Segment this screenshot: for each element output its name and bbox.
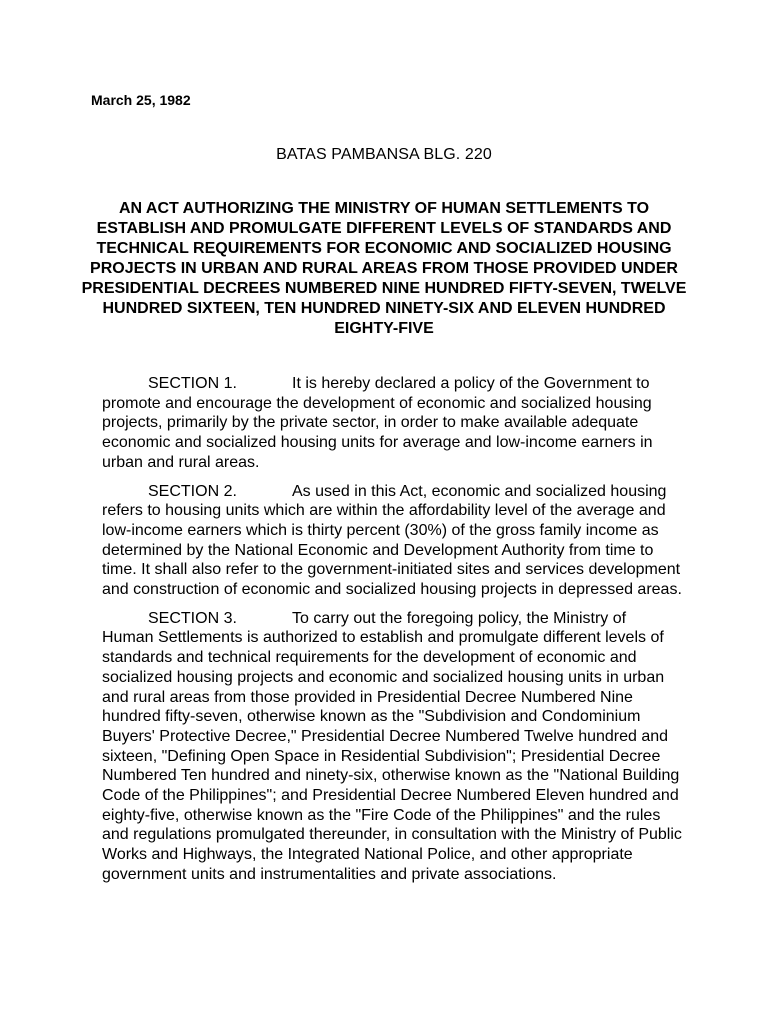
document-number: BATAS PAMBANSA BLG. 220	[276, 146, 492, 163]
section-1-text: It is hereby declared a policy of the Government to promote and encourage the development of economic and socialized housing projects, primarily by the private sector, in order to make available adequate economic and socialized housing units for average and low-income earners in urban and rural areas.	[102, 375, 653, 471]
document-date: March 25, 1982	[91, 92, 191, 108]
section-3-text: To carry out the foregoing policy, the Ministry of Human Settlements is authorized to establish and promulgate different levels of standards and technical requirements for the development of economic and socialized housing projects and economic and socialized housing units in urban and rural areas from those provided in Presidential Decree Numbered Nine hundred fifty-seven, otherwise known as the "Subdivision and Condominium Buyers' Protective Decree," Presidential Decree Numbered Twelve hundred and sixteen, "Defining Open Space in Residential Subdivision"; Presidential Decree Numbered Ten hundred and ninety-six, otherwise known as the "National Building Code of the Philippines"; and Presidential Decree Numbered Eleven hundred and eighty-five, otherwise known as the "Fire Code of the Philippines" and the rules and regulations promulgated thereunder, in consultation with the Ministry of Public Works and Highways, the Integrated National Police, and other appropriate government units and instrumentalities and private associations.	[102, 609, 682, 883]
section-3	[102, 609, 682, 885]
section-2	[102, 482, 682, 600]
section-1-label: SECTION 1.	[148, 375, 237, 392]
section-2-text: As used in this Act, economic and socialized housing refers to housing units which are within the affordability level of the average and low-income earners which is thirty percent (30%) of the gross family income as determined by the National Economic and Development Authority from time to time. It shall also refer to the government-initiated sites and services development and construction of economic and socialized housing projects in depressed areas.	[102, 482, 682, 599]
act-title: AN ACT AUTHORIZING THE MINISTRY OF HUMAN SETTLEMENTS TO ESTABLISH AND PROMULGATE DIFFERENT LEVELS OF STANDARDS AND TECHNICAL REQUIREMENTS FOR ECONOMIC AND SOCIALIZED HOUSING PROJECTS IN URBAN AND RURAL AREAS FROM THOSE PROVIDED UNDER PRESIDENTIAL DECREES NUMBERED NINE HUNDRED FIFTY-SEVEN, TWELVE HUNDRED SIXTEEN, TEN HUNDRED NINETY-SIX AND ELEVEN HUNDRED EIGHTY-FIVE	[81, 200, 687, 337]
section-1	[102, 374, 682, 473]
section-2-label: SECTION 2.	[148, 482, 237, 500]
section-3-label: SECTION 3.	[148, 609, 237, 627]
act-body	[102, 374, 682, 894]
